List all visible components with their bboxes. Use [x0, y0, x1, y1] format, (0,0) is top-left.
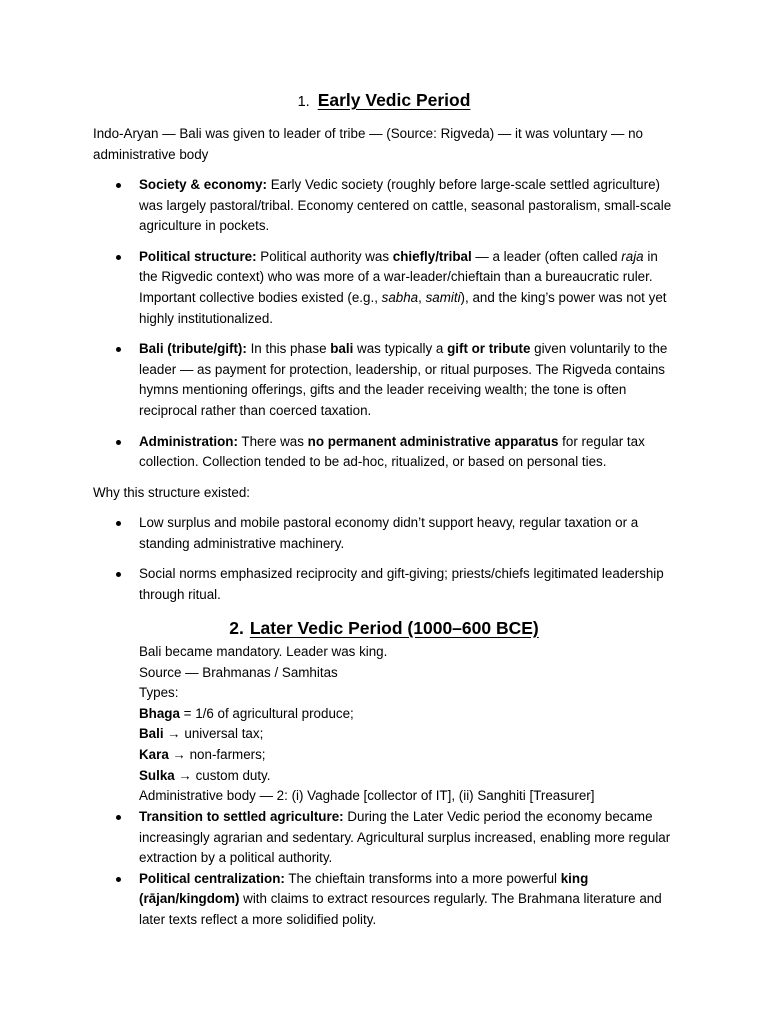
- list-item: Transition to settled agriculture: During the Later Vedic period the economy became increasingly agrarian and sedentary. Agricultural surplus increased, enabling more regular extraction by a political authority.: [0, 807, 679, 869]
- admin-body-line: Administrative body — 2: (i) Vaghade [collector of IT], (ii) Sanghiti [Treasurer]: [139, 788, 595, 804]
- tax-type-item: Bhaga = 1/6 of agricultural produce;: [139, 705, 354, 721]
- list-item: Political centralization: The chieftain transforms into a more powerful king (rājan/kingdom) with claims to extract resources regularly. The Brahmana literature and later texts reflect a more solidified polity.: [0, 869, 679, 931]
- section-2-title: Later Vedic Period (1000–600 BCE): [249, 618, 539, 638]
- section-2-heading: [0, 616, 768, 640]
- tax-type-item: Kara → non-farmers;: [139, 746, 266, 762]
- list-item: Low surplus and mobile pastoral economy didn’t support heavy, regular taxation or a standing administrative machinery.: [0, 513, 679, 554]
- list-item: Bali (tribute/gift): In this phase bali was typically a gift or tribute given voluntarily to the leader — as payment for protection, leadership, or ritual purposes. The Rigveda contains hymns mentioning offerings, gifts and the leader receiving wealth; the tone is often reciprocal rather than coerced taxation.: [0, 339, 679, 421]
- section-1-title: Early Vedic Period: [317, 90, 471, 110]
- list-item: Society & economy: Early Vedic society (roughly before large-scale settled agriculture) was largely pastoral/tribal. Economy centered on cattle, seasonal pastoralism, small-scale agriculture in pockets.: [0, 175, 679, 237]
- list-item: Social norms emphasized reciprocity and gift-giving; priests/chiefs legitimated leadership through ritual.: [0, 564, 679, 605]
- section-2-bullet-list: [0, 807, 768, 931]
- section-2-details: [139, 642, 684, 807]
- list-item: Administration: There was no permanent administrative apparatus for regular tax collection. Collection tended to be ad-hoc, ritualized, or based on personal ties.: [0, 432, 679, 473]
- tax-type-item: Bali → universal tax;: [139, 726, 264, 742]
- why-label: Why this structure existed:: [93, 485, 251, 500]
- section-1-bullet-list: [0, 175, 768, 473]
- list-item: Political structure: Political authority was chiefly/tribal — a leader (often called raja in the Rigvedic context) who was more of a war-leader/chieftain than a bureaucratic ruler. Important collective bodies existed (e.g., sabha, samiti), and the king’s power was not yet highly institutionalized.: [0, 247, 679, 329]
- why-bullet-list: [0, 513, 768, 605]
- tax-type-item: Sulka → custom duty.: [139, 767, 271, 783]
- section-2-number: 2.: [229, 618, 244, 638]
- section-1-intro: Indo-Aryan — Bali was given to leader of tribe — (Source: Rigveda) — it was voluntary — no administrative body: [93, 126, 644, 162]
- section-2-line: Bali became mandatory. Leader was king.: [139, 644, 388, 659]
- section-2-line: Source — Brahmanas / Samhitas: [139, 664, 338, 680]
- section-2-line: Types:: [139, 685, 179, 701]
- section-1-number: 1.: [297, 94, 310, 110]
- section-1-heading: [0, 88, 768, 114]
